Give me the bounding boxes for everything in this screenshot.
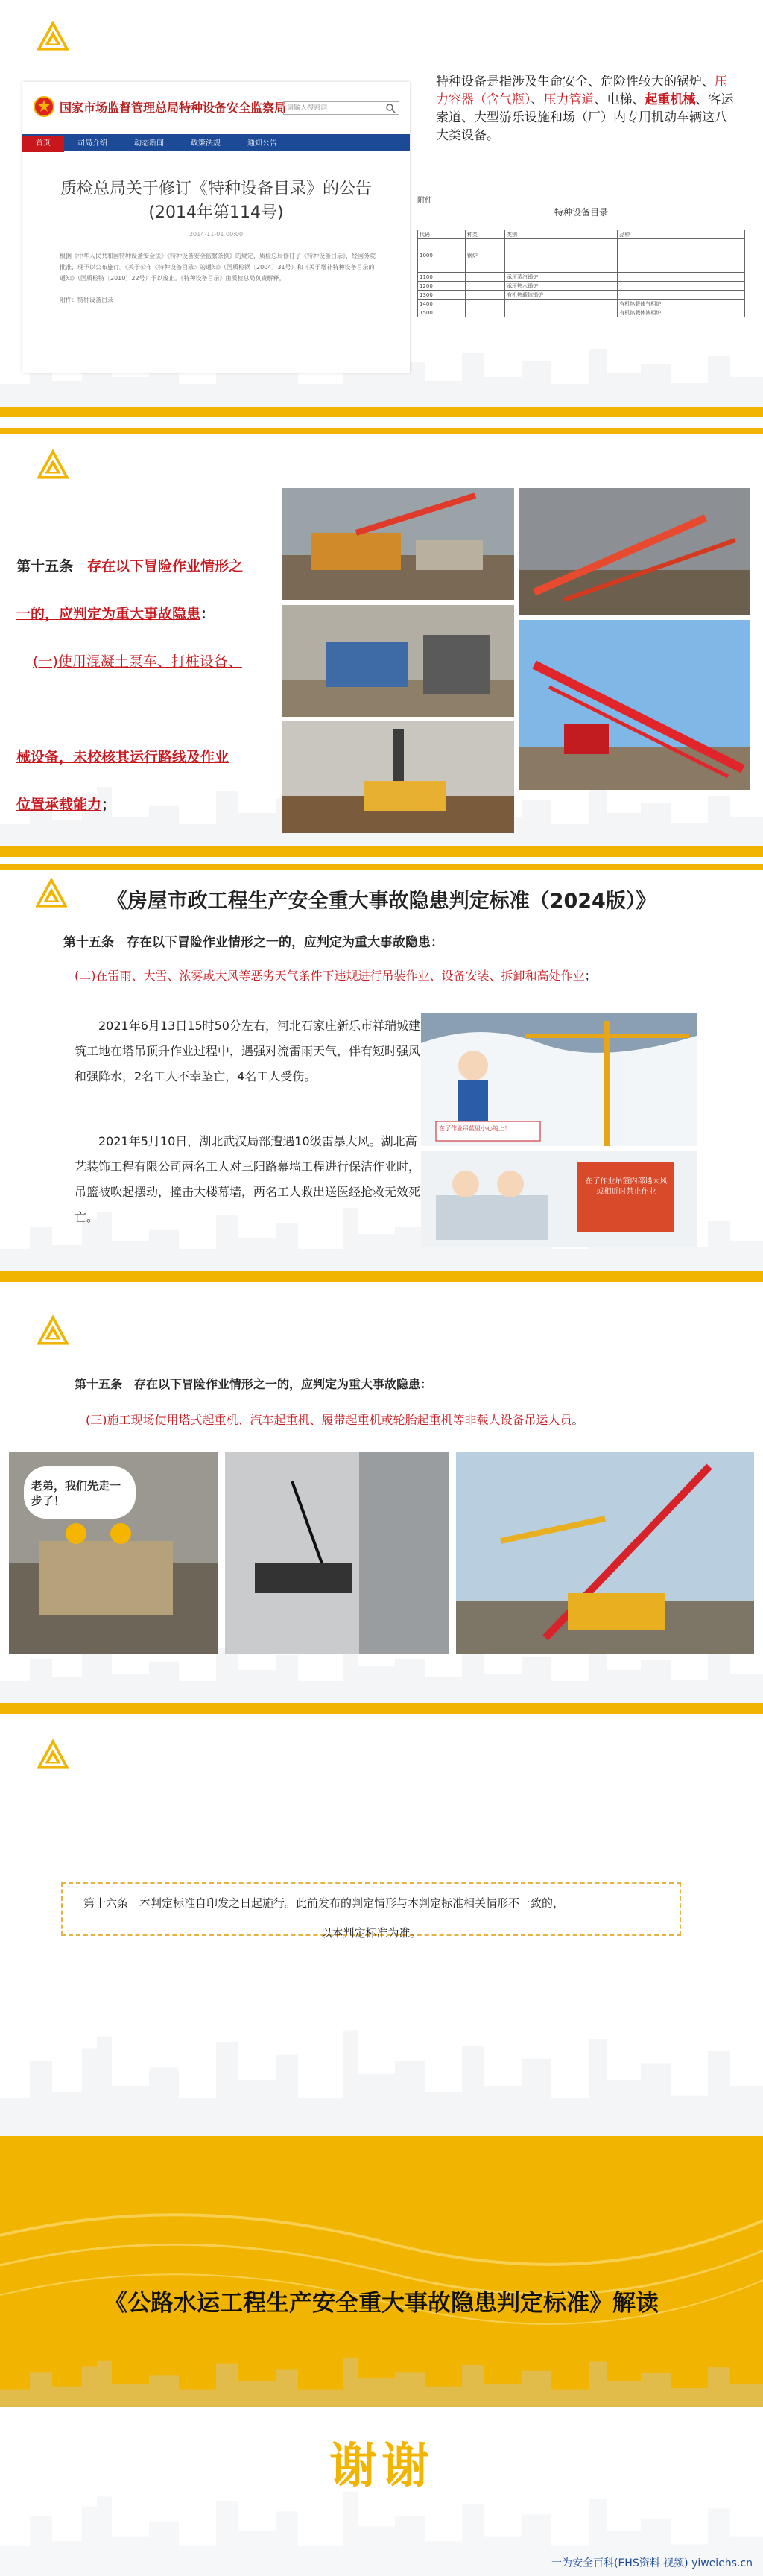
article-punct: ： <box>200 606 215 622</box>
article-line-1 <box>16 542 285 590</box>
pile-driver-photo <box>282 721 514 833</box>
article-item-text: 械设备，未校核其运行路线及作业 <box>16 749 229 765</box>
table-row <box>418 239 745 273</box>
closing-title: 《公路水运工程生产安全重大事故隐患判定标准》解读 <box>104 2290 659 2317</box>
article-item-text: (三)施工现场使用塔式起重机、汽车起重机、履带起重机或轮胎起重机等非载人设备吊运人员 <box>86 1413 572 1427</box>
table-cell: 有机热载体气相炉 <box>618 300 745 308</box>
standard-title: 《房屋市政工程生产安全重大事故隐患判定标准（2024版）》 <box>107 890 656 913</box>
article-16-line1: 第十六条 本判定标准自印发之日起施行。此前发布的判定情形与本判定标准相关情形不一致的， <box>83 1896 565 1910</box>
annex-table-image <box>417 194 745 354</box>
table-header-cell: 代码 <box>418 230 466 239</box>
article-number: 第十五条 <box>16 558 74 575</box>
article-highlight: 一的，应判定为重大事故隐患 <box>16 606 201 622</box>
logo-icon <box>37 1315 69 1346</box>
slide-6 <box>0 2146 763 2407</box>
intro-part: 、客运索道、大型游乐设施和场（厂）内专用机动车辆这八大类设备。 <box>436 92 734 143</box>
website-nav <box>22 134 410 151</box>
tower-crane-cartoon <box>421 1013 697 1146</box>
intro-highlight: 压力管道 <box>543 92 595 107</box>
website-screenshot <box>22 82 410 373</box>
intro-text <box>436 73 734 145</box>
logo-icon <box>37 449 69 481</box>
gondola-cartoon <box>421 1151 697 1247</box>
logo-icon <box>37 1739 69 1770</box>
intro-highlight: 压力容器（含气瓶） <box>436 75 727 107</box>
bottom-bar <box>0 1703 763 1714</box>
nav-item-about[interactable]: 司局介绍 <box>77 139 107 148</box>
speech-bubble: 老弟，我们先走一步了！ <box>31 1479 121 1507</box>
emblem-icon <box>33 95 55 118</box>
document-title-line1: 质检总局关于修订《特种设备目录》的公告 <box>60 180 372 198</box>
bottom-bar <box>0 1271 763 1282</box>
slide-1 <box>0 0 763 417</box>
article-item-text: 位置承载能力 <box>16 797 102 813</box>
intro-highlight: 起重机械 <box>645 92 696 107</box>
table-header-cell: 品种 <box>618 230 745 239</box>
article-item <box>86 1411 584 1428</box>
thanks-text: 谢谢 <box>329 2439 434 2494</box>
document-body <box>60 250 380 306</box>
table-header <box>418 230 745 239</box>
article-item <box>16 638 285 686</box>
article-punct: ； <box>101 797 116 813</box>
article-item-cont <box>16 733 285 781</box>
suspended-platform-photo <box>225 1452 449 1654</box>
skyline-decoration <box>0 2355 763 2407</box>
bottom-bar <box>0 846 763 857</box>
skyline-decoration <box>0 2024 763 2136</box>
annex-title: 特种设备目录 <box>554 207 608 218</box>
article-16-line2: 以本判定标准为准。 <box>320 1926 422 1940</box>
article-item-text: (一)使用混凝土泵车、打桩设备、 <box>33 654 242 670</box>
table-cell: 承压热水锅炉 <box>505 282 618 291</box>
table-cell: 1400 <box>418 300 466 308</box>
document-meta: 2014-11-01 00:00 <box>189 231 244 238</box>
nav-item-home[interactable]: 首页 <box>22 136 64 152</box>
table-row <box>418 291 745 300</box>
workers-on-hook-photo <box>9 1452 218 1654</box>
table-cell: 1200 <box>418 282 466 291</box>
document-body-text: 根据《中华人民共和国特种设备安全法》《特种设备安全监察条例》的规定，质检总局修订了《特种设备目录》，经国务院批准，现予以公布施行。《关于公布〈特种设备目录〉的通知》（国质检锅〔2004〕31号）和《关于增补特种设备目录的通知》（国质检特〔2010〕22号）予以废止。《特种设备目录》由质检总局负责解释。 <box>60 253 376 282</box>
crawler-crane-photo <box>456 1452 754 1654</box>
document-attachment[interactable]: 附件：特种设备目录 <box>60 297 113 303</box>
top-bar <box>0 428 763 434</box>
table-row <box>418 308 745 317</box>
footer-watermark: 一为安全百科(EHS资料 视频) yiweiehs.cn <box>551 2557 753 2569</box>
article-item-text: (二)在雷雨、大雪、浓雾或大风等恶劣天气条件下违规进行吊装作业、设备安装、拆卸和高处作业 <box>75 969 585 983</box>
table-row <box>418 273 745 282</box>
case-paragraph-1: 2021年6月13日15时50分左右，河北石家庄新乐市祥瑞城建筑工地在塔吊顶升作业过程中，遇强对流雷雨天气，伴有短时强风和强降水，2名工人不幸坠亡，4名工人受伤。 <box>75 1019 421 1083</box>
cartoon-caption: 在了作业吊蓝里小心的上！ <box>439 1125 510 1132</box>
nav-item-notice[interactable]: 通知公告 <box>247 139 277 148</box>
warning-sign: 在了作业吊篮内部遇大风或相近时禁止作业 <box>585 1177 668 1196</box>
table-cell: 承压蒸汽锅炉 <box>505 273 618 282</box>
slide-2 <box>0 428 763 857</box>
article-15-text <box>16 542 285 829</box>
search-input[interactable]: 请输入搜索词 <box>283 101 399 115</box>
pump-truck-accident-photo <box>282 488 514 600</box>
table-header-cell: 类别 <box>505 230 618 239</box>
article-15-heading: 第十五条 存在以下冒险作业情形之一的，应判定为重大事故隐患： <box>63 935 443 950</box>
table-header-cell: 种类 <box>465 230 504 239</box>
annex-label: 附件 <box>417 197 432 205</box>
document-title-line2: (2014年第114号) <box>148 203 284 222</box>
table-cell: 1000 <box>418 239 466 273</box>
document-title <box>22 177 410 225</box>
bottom-bar <box>0 2136 763 2146</box>
table-row <box>418 282 745 291</box>
article-16-text <box>63 1884 680 1952</box>
intro-part: 、电梯、 <box>594 92 645 107</box>
article-item-end <box>16 781 285 829</box>
nav-item-news[interactable]: 动态新闻 <box>134 139 164 148</box>
case-paragraph-2: 2021年5月10日，湖北武汉局部遭遇10级雷暴大风。湖北高艺装饰工程有限公司两名工人对三阳路幕墙工程进行保洁作业时，吊篮被吹起摆动，撞击大楼幕墙，两名工人救出送医经抢救无效死亡。 <box>75 1134 421 1224</box>
table-cell: 1300 <box>418 291 466 300</box>
article-punct: 。 <box>572 1413 584 1427</box>
logo-icon <box>37 21 69 52</box>
website-header <box>22 82 410 128</box>
website-title: 国家市场监督管理总局特种设备安全监察局 <box>60 101 287 115</box>
overturned-truck-photo <box>282 605 514 717</box>
intro-part: 、 <box>531 92 544 107</box>
intro-part: 特种设备是指涉及生命安全、危险性较大的锅炉、 <box>436 75 715 89</box>
annex-table <box>417 230 745 317</box>
article-spacer <box>16 686 285 733</box>
table-row <box>418 300 745 308</box>
table-cell: 1100 <box>418 273 466 282</box>
nav-item-policy[interactable]: 政策法规 <box>191 139 221 148</box>
article-highlight: 存在以下冒险作业情形之 <box>87 558 244 575</box>
table-cell: 锅炉 <box>465 239 504 273</box>
table-cell: 有机热载体锅炉 <box>505 291 618 300</box>
top-bar <box>0 864 763 870</box>
article-16-box <box>61 1882 681 1940</box>
article-line-2 <box>16 590 285 638</box>
table-cell: 1500 <box>418 308 466 317</box>
article-item <box>75 966 597 984</box>
search-icon[interactable] <box>385 103 396 113</box>
bottom-bar <box>0 407 763 417</box>
article-punct: ； <box>584 969 597 983</box>
crane-collapse-photo <box>519 488 750 615</box>
article-15-heading: 第十五条 存在以下冒险作业情形之一的，应判定为重大事故隐患： <box>75 1377 433 1391</box>
toppled-crane-photo <box>519 620 750 790</box>
table-cell: 有机热载体液相炉 <box>618 308 745 317</box>
